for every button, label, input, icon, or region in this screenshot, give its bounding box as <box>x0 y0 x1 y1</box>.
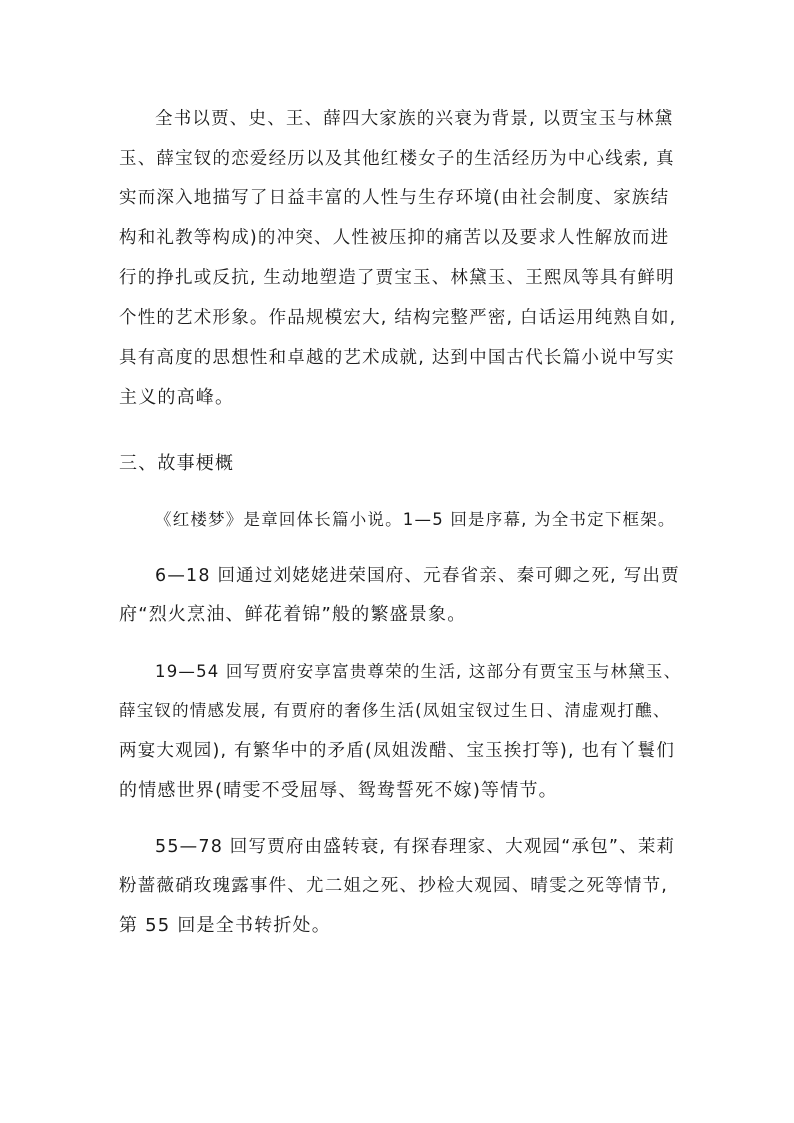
paragraph-1-line: 全书以贾、史、王、薛四大家族的兴衰为背景, 以贾宝玉与林黛 <box>155 109 674 129</box>
paragraph-4-line: 19—54 回写贾府安享富贵尊荣的生活, 这部分有贾宝玉与林黛玉、 <box>155 662 682 681</box>
paragraph-4-line: 薛宝钗的情感发展, 有贾府的奢侈生活(凤姐宝钗过生日、清虚观打醮、 <box>119 701 671 720</box>
paragraph-5-line: 粉蔷薇硝玫瑰露事件、尤二姐之死、抄检大观园、晴雯之死等情节, <box>119 876 669 896</box>
paragraph-5-line: 55—78 回写贾府由盛转衰, 有探春理家、大观园“承包”、茉莉 <box>155 837 676 857</box>
paragraph-1-line: 实而深入地描写了日益丰富的人性与生存环境(由社会制度、家族结 <box>119 188 670 208</box>
paragraph-1-line: 行的挣扎或反抗, 生动地塑造了贾宝玉、林黛玉、王熙凤等具有鲜明 <box>119 268 675 288</box>
paragraph-1-line: 具有高度的思想性和卓越的艺术成就, 达到中国古代长篇小说中写实 <box>119 348 675 368</box>
paragraph-1-line: 个性的艺术形象。作品规模宏大, 结构完整严密, 白话运用纯熟自如, <box>119 308 677 328</box>
paragraph-4-line: 两宴大观园), 有繁华中的矛盾(凤姐泼醋、宝玉挨打等), 也有丫鬟们 <box>119 741 676 761</box>
paragraph-1-line: 玉、薛宝钗的恋爱经历以及其他红楼女子的生活经历为中心线索, 真 <box>119 149 675 169</box>
paragraph-3-line: 6—18 回通过刘姥姥进荣国府、元春省亲、秦可卿之死, 写出贾 <box>155 566 680 586</box>
paragraph-1-line: 主义的高峰。 <box>119 387 235 408</box>
paragraph-2-line: 《红楼梦》是章回体长篇小说。1—5 回是序幕, 为全书定下框架。 <box>155 510 676 529</box>
paragraph-1-line: 构和礼教等构成)的冲突、人性被压抑的痛苦以及要求人性解放而进 <box>119 228 670 248</box>
section-heading: 三、故事梗概 <box>119 453 235 474</box>
paragraph-3-line: 府“烈火烹油、鲜花着锦”般的繁盛景象。 <box>119 604 467 625</box>
paragraph-5-line: 第 55 回是全书转折处。 <box>119 915 331 936</box>
paragraph-4-line: 的情感世界(晴雯不受屈辱、鸳鸯誓死不嫁)等情节。 <box>119 780 558 801</box>
